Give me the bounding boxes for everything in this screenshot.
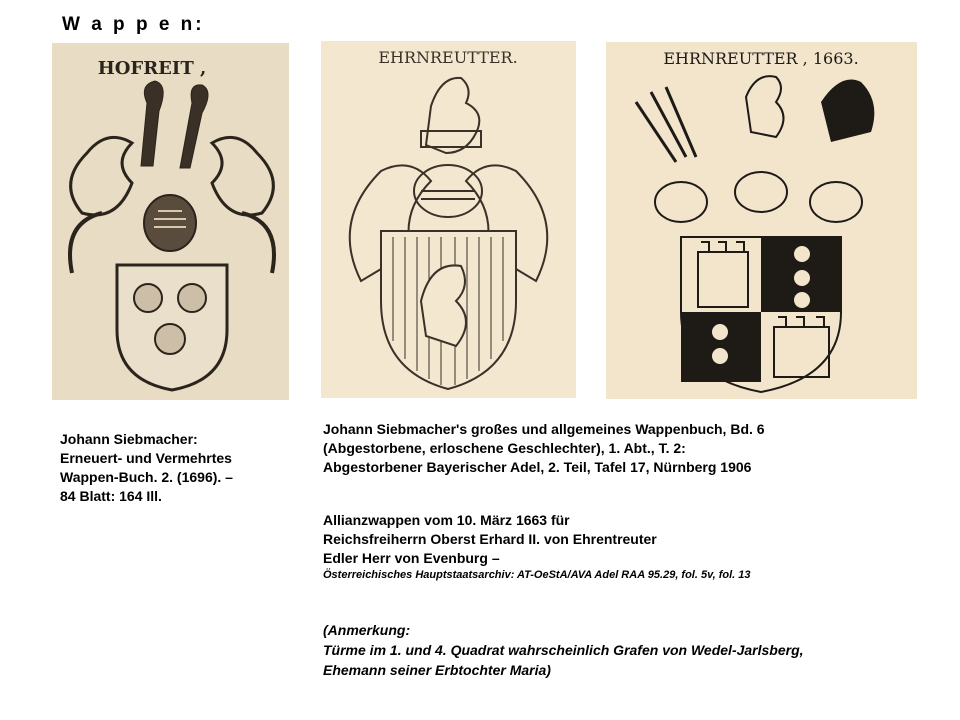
image-label-hofreit: HOFREIT , [97, 58, 207, 79]
image-label-ehrnreutter: EHRNREUTTER. [378, 48, 518, 67]
caption-left-line: Wappen-Buch. 2. (1696). – [60, 469, 233, 485]
caption-left-line: 84 Blatt: 164 Ill. [60, 488, 162, 504]
caption-left [60, 430, 290, 506]
archive-reference: Österreichisches Hauptstaatsarchiv: AT-OeStA/AVA Adel RAA 95.29, fol. 5v, fol. 13 [323, 569, 751, 581]
alliance-text [323, 511, 943, 583]
page-title: W a p p e n: [62, 14, 205, 35]
caption-left-line: Erneuert- und Vermehrtes [60, 450, 232, 466]
caption-right-line: Johann Siebmacher's großes und allgemeines Wappenbuch, Bd. 6 [323, 421, 765, 437]
coat-of-arms-image-ehrnreutter-1663 [606, 42, 917, 399]
coat-of-arms-image-ehrnreutter [321, 41, 576, 398]
caption-right-line: Abgestorbener Bayerischer Adel, 2. Teil, Tafel 17, Nürnberg 1906 [323, 459, 752, 475]
note-text [323, 620, 943, 680]
note-line: Türme im 1. und 4. Quadrat wahrscheinlich Grafen von Wedel-Jarlsberg, [323, 642, 804, 658]
caption-right-line: (Abgestorbene, erloschene Geschlechter), 1. Abt., T. 2: [323, 440, 686, 456]
alliance-line: Allianzwappen vom 10. März 1663 für [323, 512, 570, 528]
alliance-line: Reichsfreiherrn Oberst Erhard II. von Ehrentreuter [323, 531, 657, 547]
note-line: Ehemann seiner Erbtochter Maria) [323, 662, 551, 678]
alliance-line: Edler Herr von Evenburg – [323, 550, 500, 566]
image-label-ehrnreutter-1663: EHRNREUTTER , 1663. [663, 49, 859, 68]
note-line: (Anmerkung: [323, 622, 411, 638]
caption-left-line: Johann Siebmacher: [60, 431, 198, 447]
caption-right [323, 420, 943, 477]
coat-of-arms-image-hofreit [52, 43, 289, 400]
